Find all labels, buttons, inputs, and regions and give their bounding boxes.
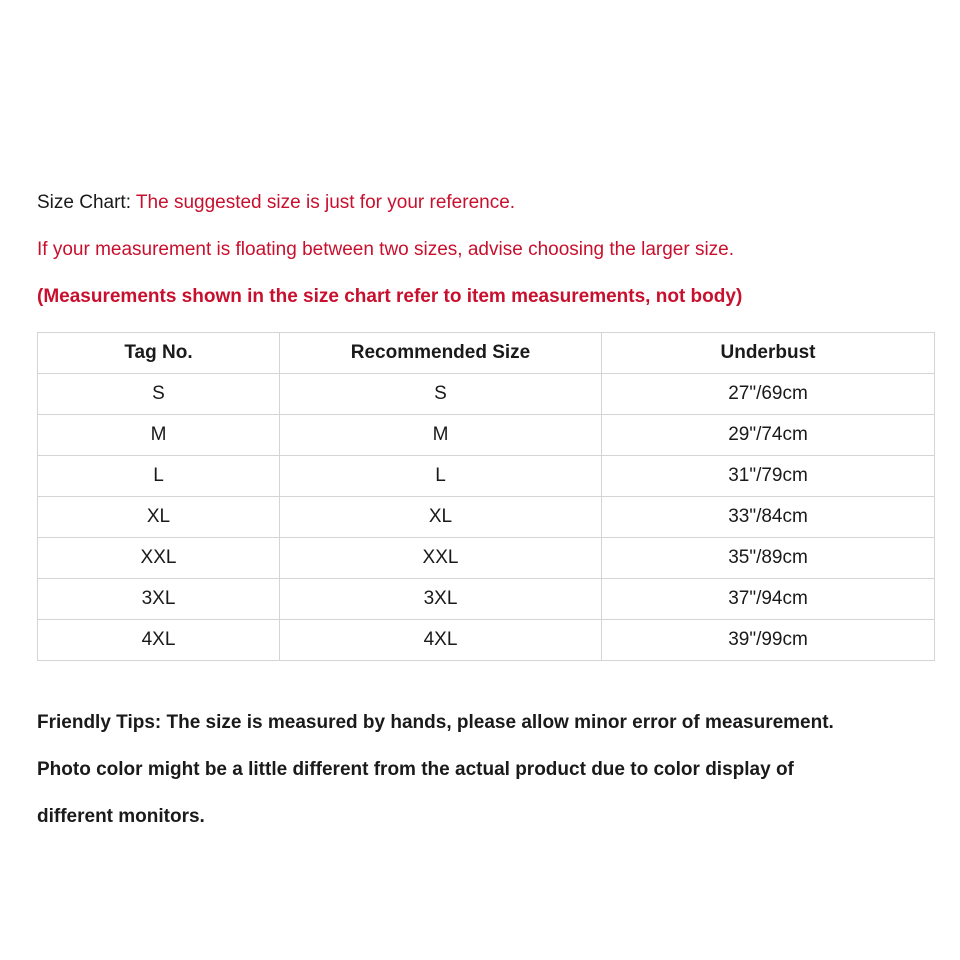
tag-no-cell: M xyxy=(38,415,280,456)
size-chart-colon: : xyxy=(125,192,136,213)
size-chart-intro xyxy=(37,191,515,215)
recommended-size-cell: XXL xyxy=(280,538,602,579)
recommended-size-cell: S xyxy=(280,374,602,415)
friendly-tips xyxy=(37,699,942,840)
table-row xyxy=(38,538,935,579)
underbust-cell: 33"/84cm xyxy=(602,497,935,538)
tips-line-2: Photo color might be a little different from the actual product due to color display of xyxy=(37,759,794,780)
header-recommended-size: Recommended Size xyxy=(280,333,602,374)
table-header-row xyxy=(38,333,935,374)
tag-no-cell: 4XL xyxy=(38,620,280,661)
recommended-size-cell: 4XL xyxy=(280,620,602,661)
measurement-note: (Measurements shown in the size chart refer to item measurements, not body) xyxy=(37,286,743,307)
table-row xyxy=(38,415,935,456)
tag-no-cell: XL xyxy=(38,497,280,538)
size-chart-label: Size Chart xyxy=(37,192,126,213)
tag-no-cell: S xyxy=(38,374,280,415)
table-row xyxy=(38,579,935,620)
tag-no-cell: 3XL xyxy=(38,579,280,620)
tips-line-1: Friendly Tips: The size is measured by hands, please allow minor error of measurement. xyxy=(37,712,834,733)
header-underbust: Underbust xyxy=(602,333,935,374)
underbust-cell: 39"/99cm xyxy=(602,620,935,661)
underbust-cell: 35"/89cm xyxy=(602,538,935,579)
recommended-size-cell: L xyxy=(280,456,602,497)
size-table xyxy=(37,332,935,661)
underbust-cell: 27"/69cm xyxy=(602,374,935,415)
table-row xyxy=(38,456,935,497)
table-row xyxy=(38,497,935,538)
table-row xyxy=(38,620,935,661)
size-advice-text: If your measurement is floating between two sizes, advise choosing the larger size. xyxy=(37,239,735,260)
underbust-cell: 37"/94cm xyxy=(602,579,935,620)
table-row xyxy=(38,374,935,415)
recommended-size-cell: XL xyxy=(280,497,602,538)
tag-no-cell: XXL xyxy=(38,538,280,579)
header-tag-no: Tag No. xyxy=(38,333,280,374)
tips-line-3: different monitors. xyxy=(37,806,205,827)
underbust-cell: 31"/79cm xyxy=(602,456,935,497)
size-chart-reference-text: The suggested size is just for your reference. xyxy=(135,192,516,213)
recommended-size-cell: M xyxy=(280,415,602,456)
underbust-cell: 29"/74cm xyxy=(602,415,935,456)
tag-no-cell: L xyxy=(38,456,280,497)
recommended-size-cell: 3XL xyxy=(280,579,602,620)
